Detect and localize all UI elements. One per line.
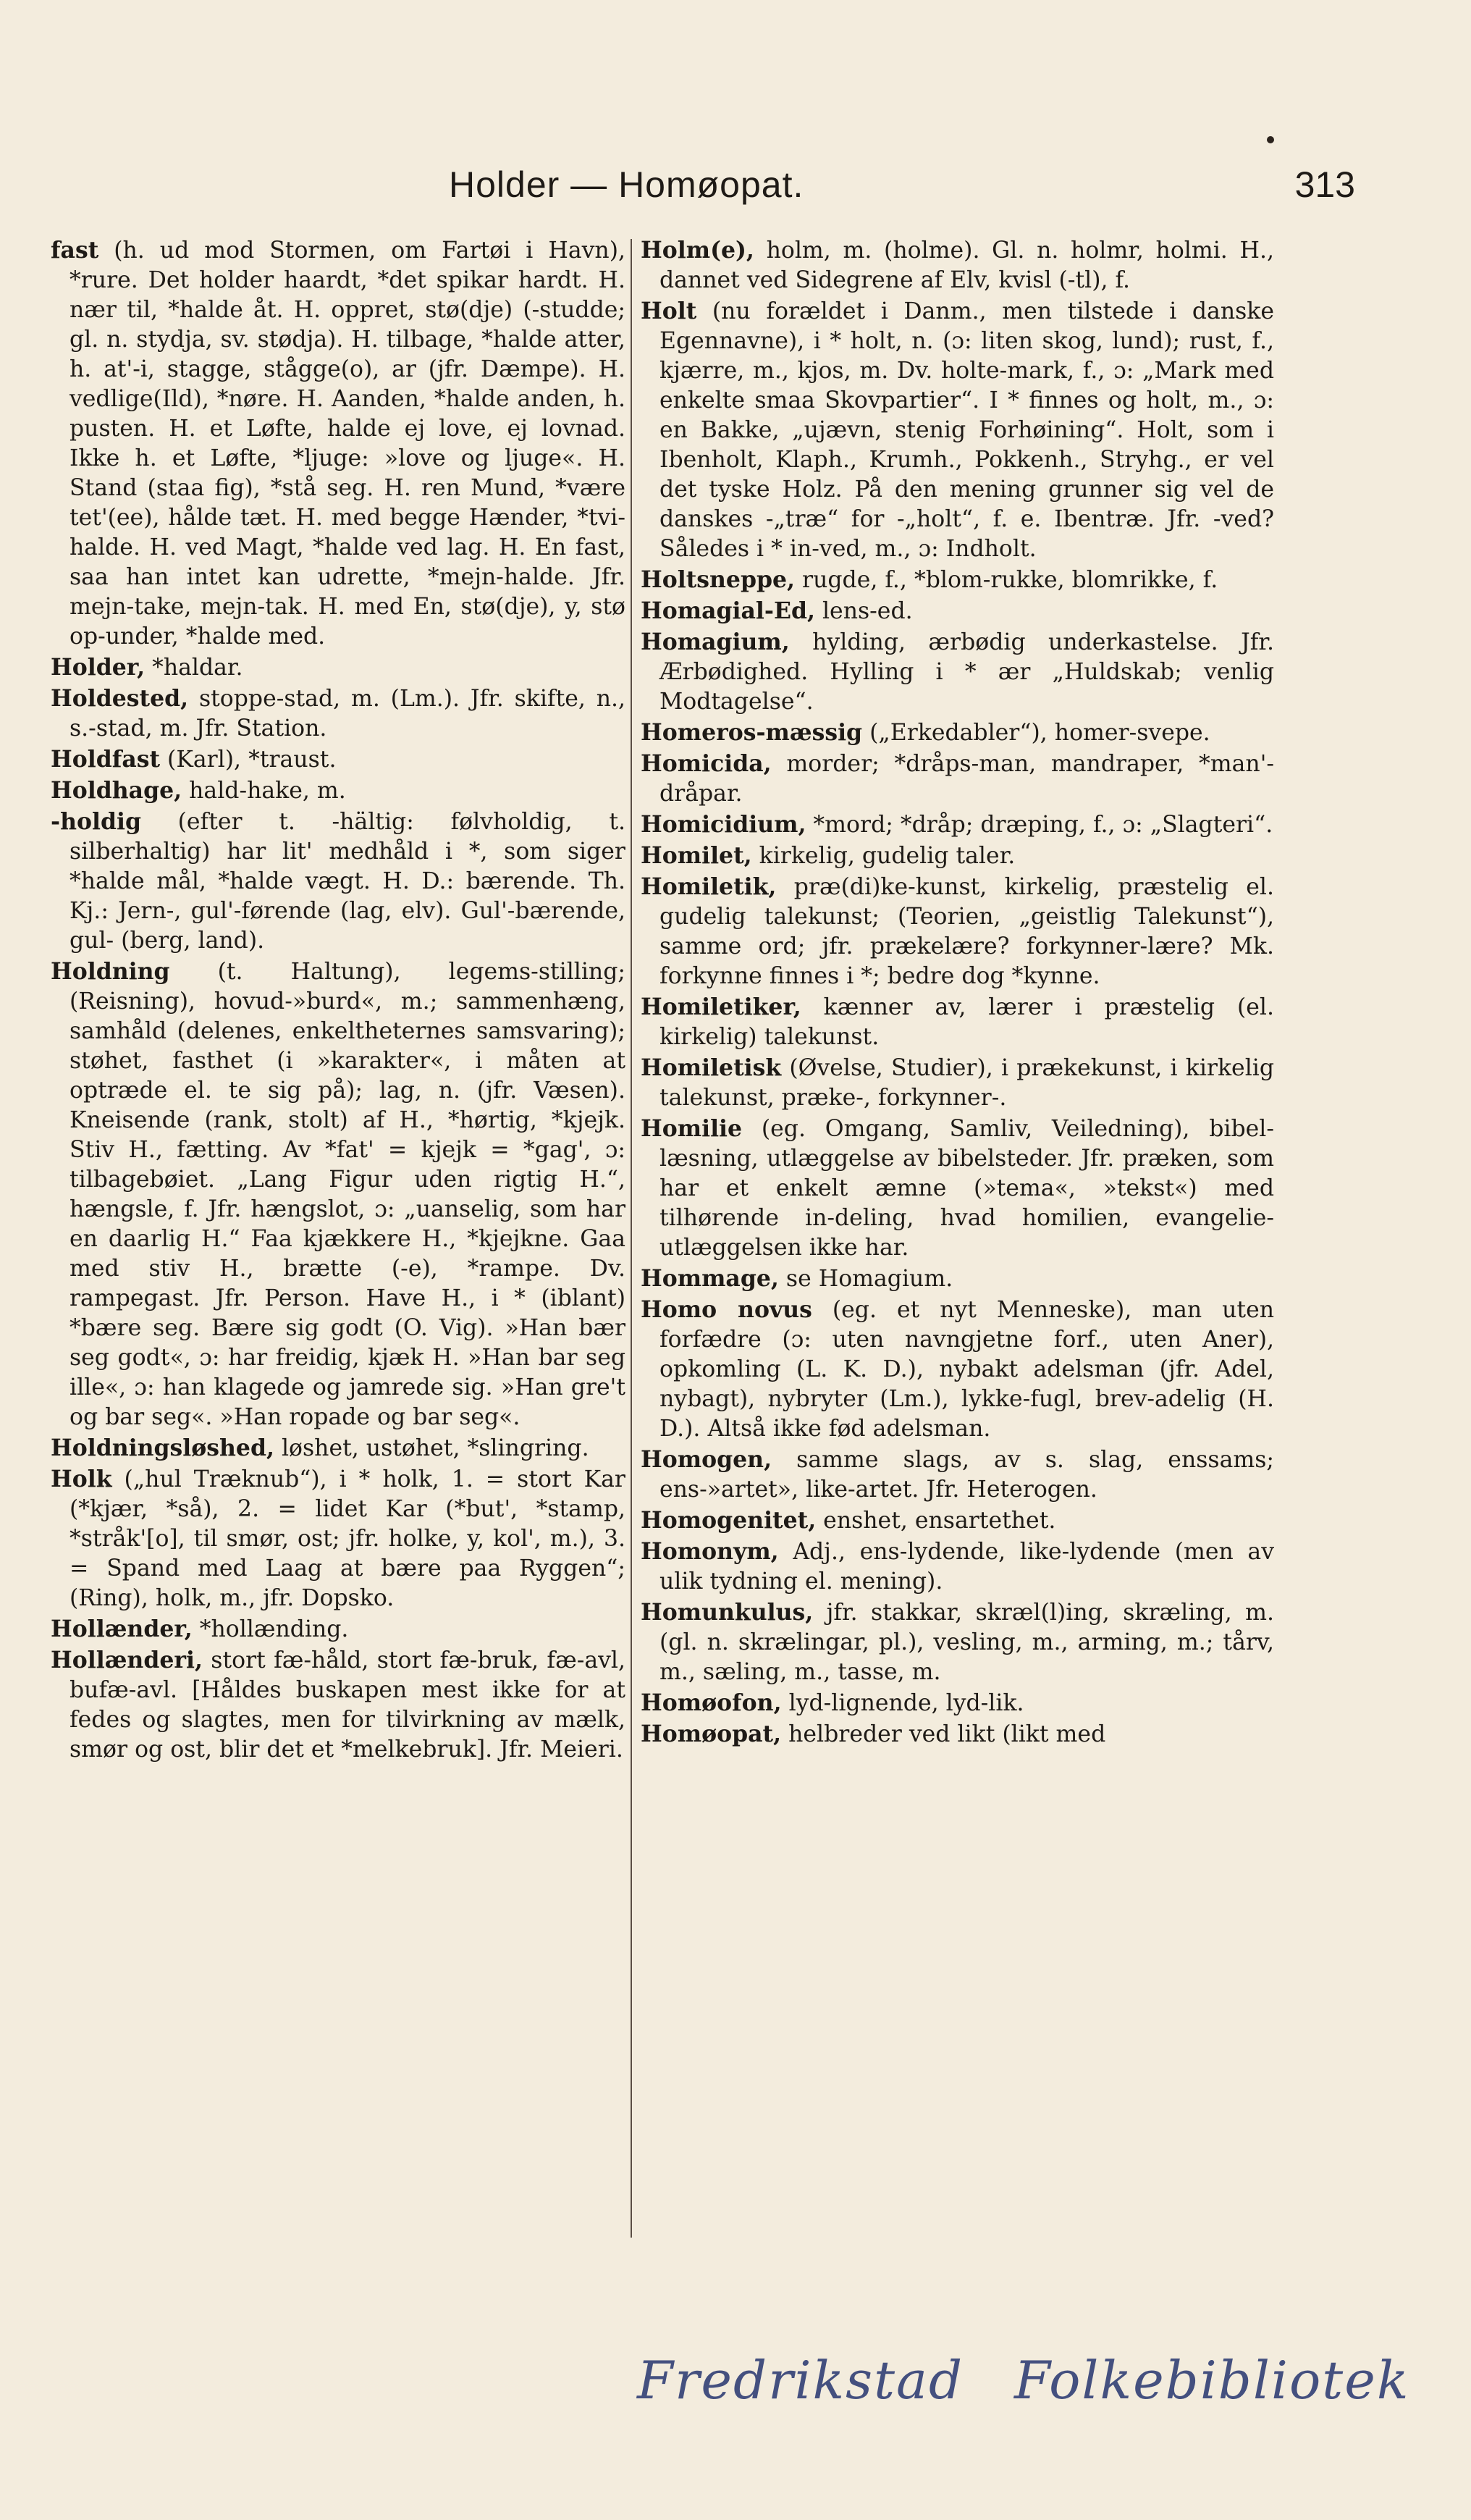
- entry-definition: (Øvelse, Studier), i prækekunst, i kirkelig talekunst, præke-, forkynner-.: [659, 1055, 1275, 1111]
- dictionary-entry: [641, 1264, 1274, 1294]
- entry-definition: kænner av, lærer i præstelig (el. kirkelig) talekunst.: [659, 994, 1275, 1050]
- entry-definition: *haldar.: [152, 655, 243, 681]
- dictionary-entry: [641, 1688, 1274, 1718]
- entry-headword: Homiletiker,: [641, 994, 801, 1020]
- dictionary-entry: [641, 1445, 1274, 1505]
- entry-headword: Holder,: [51, 654, 146, 681]
- entry-headword: Holdhage,: [51, 777, 182, 804]
- entry-headword: Homunkulus,: [641, 1599, 814, 1626]
- entry-definition: kirkelig, gudelig taler.: [759, 843, 1016, 869]
- column-divider: [631, 239, 632, 2238]
- entry-definition: stort fæ-håld, stort fæ-bruk, fæ-avl, bufæ-avl. [Håldes buskapen mest ikke for at fedes og slagtes, men for tilvirkning av mælk, smør og ost, blir det et *melkebruk]. Jfr. Meieri.: [69, 1647, 626, 1763]
- entry-headword: Holdfast: [51, 746, 161, 773]
- entry-headword: Homeros-mæssig: [641, 719, 863, 746]
- entry-definition: („Erkedabler“), homer-svepe.: [869, 720, 1210, 746]
- dictionary-entry: [51, 744, 625, 775]
- entry-definition: (Karl), *traust.: [167, 747, 337, 773]
- entry-headword: Homiletik,: [641, 873, 777, 900]
- dictionary-entry: [51, 957, 625, 1432]
- entry-definition: hald-hake, m.: [189, 778, 346, 804]
- entry-definition: lyd-lignende, lyd-lik.: [788, 1690, 1024, 1716]
- library-stamp: [637, 2350, 1441, 2437]
- dictionary-entry: [641, 627, 1274, 717]
- dictionary-entry: [51, 235, 625, 652]
- dictionary-entry: [641, 718, 1274, 748]
- entry-headword: Homo novus: [641, 1296, 812, 1323]
- entry-headword: -holdig: [51, 808, 141, 835]
- dictionary-entry: [51, 776, 625, 806]
- page-number: 313: [1294, 164, 1355, 205]
- entry-definition: helbreder ved likt (likt med: [788, 1721, 1106, 1747]
- dictionary-entry: [641, 841, 1274, 871]
- entry-headword: Holdningsløshed,: [51, 1435, 274, 1461]
- entry-headword: Homilet,: [641, 842, 752, 869]
- entry-headword: Holt: [641, 298, 697, 324]
- entry-headword: Homicida,: [641, 750, 772, 777]
- entry-definition: stoppe-stad, m. (Lm.). Jfr. skifte, n., s.-stad, m. Jfr. Station.: [69, 686, 626, 742]
- entry-definition: jfr. stakkar, skræl(l)ing, skræling, m. (gl. n. skrælingar, pl.), vesling, m., arming, m.; tårv, m., sæling, m., tasse, m.: [659, 1600, 1275, 1685]
- dictionary-entry: [641, 1505, 1274, 1536]
- entry-definition: se Homagium.: [785, 1266, 953, 1292]
- dictionary-entry: [641, 1053, 1274, 1113]
- entry-headword: fast: [51, 237, 99, 264]
- entry-headword: Homicidium,: [641, 811, 806, 838]
- dictionary-entry: [51, 1433, 625, 1463]
- entry-definition: (efter t. -hältig: følvholdig, t. silberhaltig) har lit' medhåld i *, som siger *halde mål, *halde vægt. H. D.: bærende. Th. Kj.: Jern-, gul'-førende (lag, elv). Gul'-bærende, gul- (berg, land).: [69, 809, 625, 954]
- entry-headword: Holdning: [51, 958, 170, 985]
- dictionary-entry: [51, 652, 625, 683]
- dictionary-entry: [641, 1537, 1274, 1597]
- dictionary-entry: [641, 1719, 1274, 1750]
- dictionary-entry: [51, 1464, 625, 1613]
- entry-headword: Holtsneppe,: [641, 566, 796, 593]
- dictionary-entry: [641, 810, 1274, 840]
- entry-definition: lens-ed.: [822, 598, 913, 624]
- stamp-word-1: Fredrikstad: [637, 2350, 964, 2411]
- page-header: [449, 164, 1390, 222]
- entry-headword: Hommage,: [641, 1265, 779, 1292]
- dictionary-entry: [641, 992, 1274, 1052]
- dictionary-entry: [51, 684, 625, 744]
- entry-definition: (eg. et nyt Menneske), man uten forfædre (ɔ: uten navngjetne forf., uten Aner), opkomling (L. K. D.), nybakt adelsman (jfr. Adel, nybagt), nybryter (Lm.), lykke-fugl, brev-adelig (H. D.). Altså ikke fød adelsman.: [659, 1297, 1274, 1442]
- entry-definition: *mord; *dråp; dræping, f., ɔ: „Slagteri“.: [813, 812, 1273, 838]
- entry-headword: Homonym,: [641, 1538, 779, 1565]
- entry-headword: Holdested,: [51, 685, 189, 712]
- entry-definition: samme slags, av s. slag, enssams; ens-»artet», like-artet. Jfr. Heterogen.: [659, 1447, 1274, 1503]
- dictionary-entry: [641, 872, 1274, 991]
- dictionary-entry: [641, 296, 1274, 564]
- entry-headword: Holk: [51, 1466, 112, 1492]
- entry-definition: (nu forældet i Danm., men tilstede i danske Egennavne), i * holt, n. (ɔ: liten skog, lund); rust, f., kjærre, m., kjos, m. Dv. holte-mark, f., ɔ: „Mark med enkelte smaa Skovpartier“. I * finnes og holt, m., ɔ: en Bakke, „ujævn, stenig Forhøining“. Holt, som i Ibenholt, Klaph., Krumh., Pokkenh., Stryhg., er vel det tyske Holz. På den mening grunner sig vel de danskes -„træ“ for -„holt“, f. e. Ibentræ. Jfr. -ved? Således i * in-ved, m., ɔ: Indholt.: [659, 298, 1275, 562]
- dictionary-entry: [51, 1614, 625, 1645]
- entry-definition: hylding, ærbødig underkastelse. Jfr. Ærbødighed. Hylling i * ær „Huldskab; venlig Modtagelse“.: [659, 629, 1274, 715]
- entry-headword: Homagial-Ed,: [641, 597, 815, 624]
- dictionary-entry: [641, 1597, 1274, 1687]
- entry-definition: („hul Træknub“), i * holk, 1. = stort Kar (*kjær, *så), 2. = lidet Kar (*but', *stamp, *stråk'[o], til smør, ost; jfr. holke, y, kol', m.), 3. = Spand med Laag at bære paa Ryggen“; (Ring), holk, m., jfr. Dopsko.: [69, 1466, 625, 1611]
- left-column: [51, 235, 625, 1765]
- entry-headword: Homiletisk: [641, 1054, 782, 1081]
- dictionary-entry: [641, 1114, 1274, 1263]
- entry-headword: Homilie: [641, 1115, 743, 1142]
- entry-definition: morder; *dråps-man, mandraper, *man'-dråpar.: [659, 751, 1274, 807]
- entry-headword: Holm(e),: [641, 237, 754, 264]
- entry-headword: Homøofon,: [641, 1689, 782, 1716]
- dictionary-entry: [641, 749, 1274, 809]
- entry-definition: (eg. Omgang, Samliv, Veiledning), bibel-læsning, utlæggelse av bibelsteder. Jfr. præken, som har et enkelt æmne (»tema«, »tekst«) med tilhørende in-deling, hvad homilien, evangelie-utlæggelsen ikke har.: [659, 1116, 1274, 1261]
- dictionary-entry: [51, 1645, 625, 1765]
- entry-definition: præ(di)ke-kunst, kirkelig, præstelig el. gudelig talekunst; (Teorien, „geistlig Talekunst“), samme ord; jfr. prækelære? forkynner-lære? Mk. forkynne finnes i *; bedre dog *kynne.: [659, 874, 1275, 989]
- stamp-word-2: Folkebibliotek: [1014, 2350, 1410, 2411]
- dictionary-entry: [641, 1295, 1274, 1444]
- dictionary-entry: [51, 807, 625, 956]
- right-column: [641, 235, 1274, 1750]
- dictionary-entry: [641, 565, 1274, 595]
- entry-headword: Hollænder,: [51, 1616, 193, 1642]
- entry-definition: (t. Haltung), legems-stilling; (Reisning), hovud-»burd«, m.; sammenhæng, samhåld (delenes, enkeltheternes samsvaring); støhet, fasthet (i »karakter«, i måten at optræde el. te sig på); lag, n. (jfr. Væsen). Kneisende (rank, stolt) af H., *hørtig, *kjejk. Stiv H., fætting. Av *fat' = kjejk = *gag', ɔ: tilbagebøiet. „Lang Figur uden rigtig H.“, hængsle, f. Jfr. hængslot, ɔ: „uanselig, som har en daarlig H.“ Faa kjækkere H., *kjejkne. Gaa med stiv H., brætte (-e), *rampe. Dv. rampegast. Jfr. Person. Have H., i * (iblant) *bære seg. Bære sig godt (O. Vig). »Han bær seg godt«, ɔ: har freidig, kjæk H. »Han bar seg ille«, ɔ: han klagede og jamrede sig. »Han gre't og bar seg«. »Han ropade og bar seg«.: [69, 959, 626, 1430]
- entry-definition: *hollænding.: [199, 1616, 349, 1642]
- entry-headword: Homagium,: [641, 629, 790, 655]
- entry-headword: Homøopat,: [641, 1721, 782, 1747]
- running-title: Holder — Homøopat.: [449, 164, 804, 205]
- entry-definition: Adj., ens-lydende, like-lydende (men av ulik tydning el. mening).: [659, 1539, 1274, 1595]
- entry-definition: rugde, f., *blom-rukke, blomrikke, f.: [802, 567, 1218, 593]
- entry-headword: Homogen,: [641, 1446, 772, 1473]
- entry-definition: (h. ud mod Stormen, om Fartøi i Havn), *rure. Det holder haardt, *det spikar hardt. H. nær til, *halde åt. H. oppret, stø(dje) (-studde; gl. n. stydja, sv. stødja). H. tilbage, *halde atter, h. at'-i, stagge, stågge(o), ar (jfr. Dæmpe). H. vedlige(Ild), *nøre. H. Aanden, *halde anden, h. pusten. H. et Løfte, halde ej love, ej lovnad. Ikke h. et Løfte, *ljuge: »love og ljuge«. H. Stand (staa fig), *stå seg. H. ren Mund, *være tet'(ee), hålde tæt. H. med begge Hænder, *tvi-halde. H. ved Magt, *halde ved lag. H. En fast, saa han intet kan udrette, *mejn-halde. Jfr. mejn-take, mejn-tak. H. med En, stø(dje), y, stø op-under, *halde med.: [69, 238, 626, 650]
- entry-headword: Homogenitet,: [641, 1507, 817, 1534]
- entry-headword: Hollænderi,: [51, 1647, 203, 1673]
- entry-definition: holm, m. (holme). Gl. n. holmr, holmi. H., dannet ved Sidegrene af Elv, kvisl (-tl), f.: [659, 238, 1275, 293]
- ink-dot: [1267, 136, 1274, 143]
- entry-definition: løshet, ustøhet, *slingring.: [281, 1435, 589, 1461]
- entry-definition: enshet, ensartethet.: [823, 1508, 1056, 1534]
- dictionary-entry: [641, 235, 1274, 295]
- dictionary-entry: [641, 596, 1274, 626]
